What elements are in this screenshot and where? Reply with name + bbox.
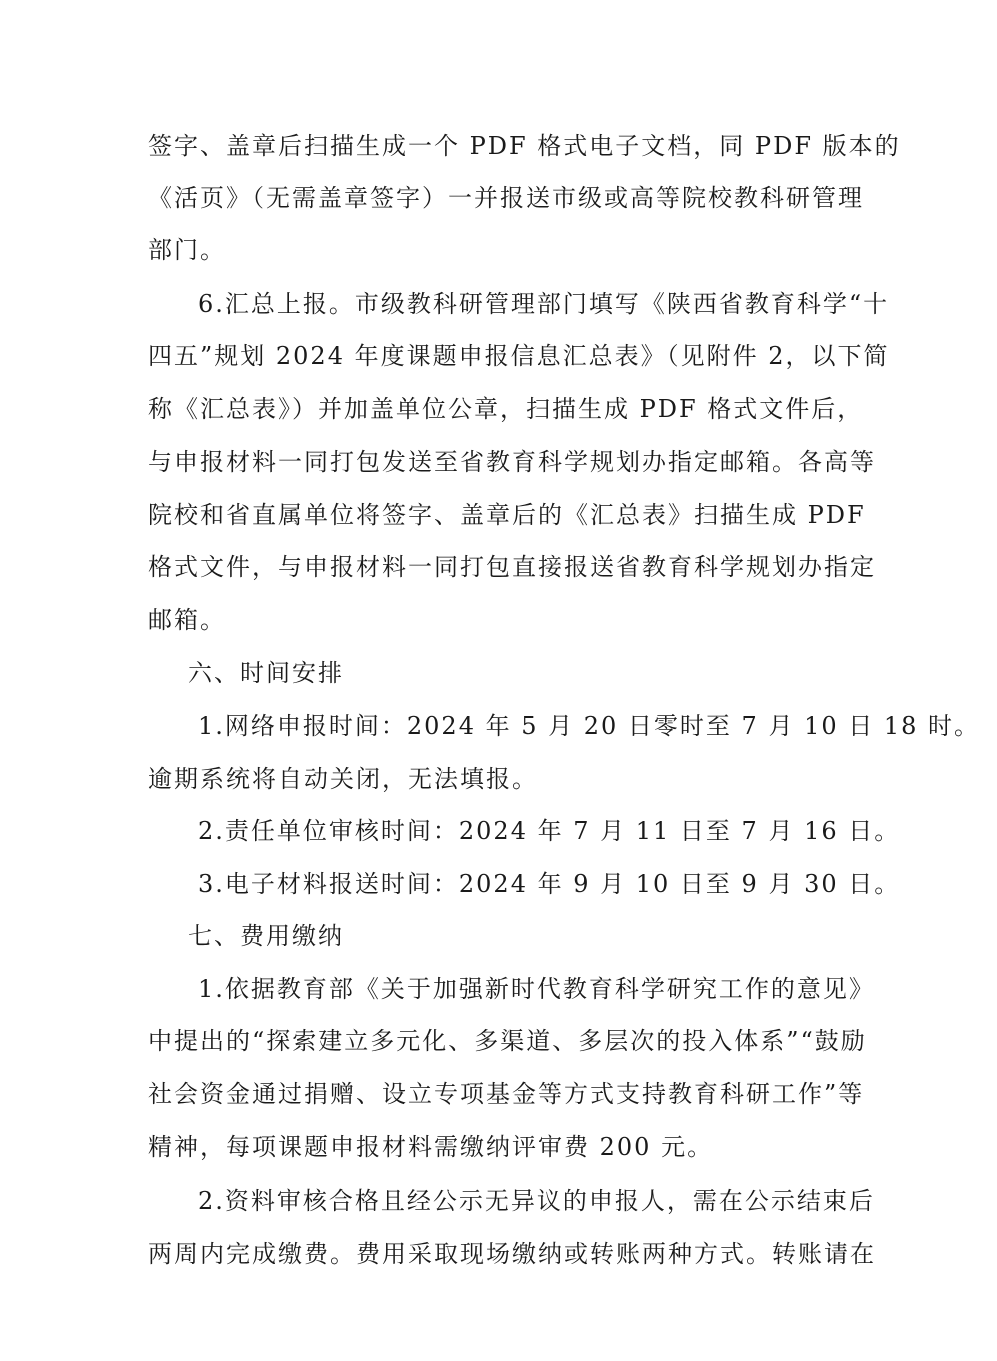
section-heading: 六、时间安排 <box>188 659 344 687</box>
paragraph-line: 两周内完成缴费。费用采取现场缴纳或转账两种方式。转账请在 <box>148 1240 876 1268</box>
paragraph-line: 《活页》（无需盖章签字）一并报送市级或高等院校教科研管理 <box>148 184 864 212</box>
paragraph-line: 与申报材料一同打包发送至省教育科学规划办指定邮箱。各高等 <box>148 448 876 476</box>
paragraph-line: 2.资料审核合格且经公示无异议的申报人，需在公示结束后 <box>198 1187 875 1215</box>
paragraph-line: 1.依据教育部《关于加强新时代教育科学研究工作的意见》 <box>198 975 875 1003</box>
paragraph-line: 格式文件，与申报材料一同打包直接报送省教育科学规划办指定 <box>148 553 876 581</box>
paragraph-line: 2.责任单位审核时间：2024 年 7 月 11 日至 7 月 16 日。 <box>198 817 901 845</box>
paragraph-line: 部门。 <box>148 236 226 264</box>
paragraph-line: 院校和省直属单位将签字、盖章后的《汇总表》扫描生成 PDF <box>148 501 866 529</box>
paragraph-line: 称《汇总表》）并加盖单位公章，扫描生成 PDF 格式文件后， <box>148 395 864 423</box>
paragraph-line: 精神，每项课题申报材料需缴纳评审费 200 元。 <box>148 1133 714 1161</box>
paragraph-line: 3.电子材料报送时间：2024 年 9 月 10 日至 9 月 30 日。 <box>198 870 901 898</box>
section-heading: 七、费用缴纳 <box>188 922 344 950</box>
paragraph-line: 1.网络申报时间：2024 年 5 月 20 日零时至 7 月 10 日 18 时。 <box>198 712 981 740</box>
paragraph-line: 中提出的“探索建立多元化、多渠道、多层次的投入体系”“鼓励 <box>148 1027 867 1055</box>
paragraph-line: 逾期系统将自动关闭，无法填报。 <box>148 765 538 793</box>
paragraph-line: 6.汇总上报。市级教科研管理部门填写《陕西省教育科学“十 <box>198 290 890 318</box>
paragraph-line: 邮箱。 <box>148 606 226 634</box>
paragraph-line: 四五”规划 2024 年度课题申报信息汇总表》（见附件 2，以下简 <box>148 342 890 370</box>
paragraph-line: 社会资金通过捐赠、设立专项基金等方式支持教育科研工作”等 <box>148 1080 865 1108</box>
paragraph-line: 签字、盖章后扫描生成一个 PDF 格式电子文档，同 PDF 版本的 <box>148 132 901 160</box>
